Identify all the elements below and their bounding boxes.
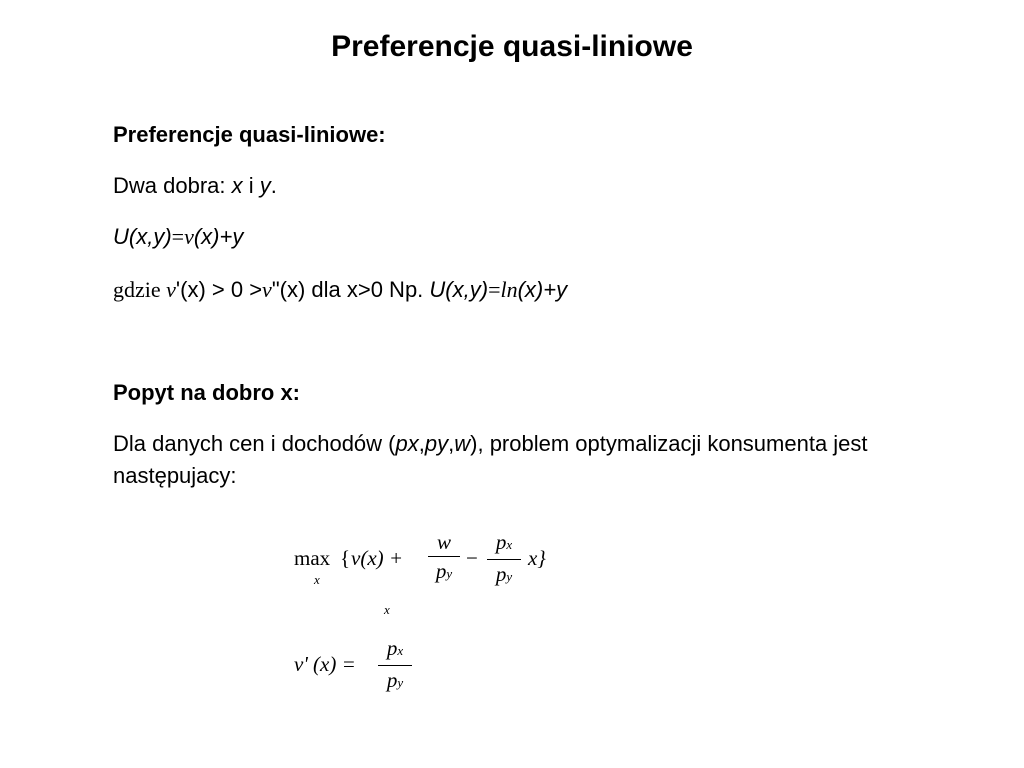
max-operator: max [294, 546, 331, 570]
condition-ln: ln [500, 277, 518, 302]
frac3-denominator: py [386, 668, 404, 692]
utility-y: y [232, 224, 244, 249]
goods-y: y [259, 173, 271, 198]
minus-sign: − [466, 546, 478, 570]
condition-v2: v [262, 277, 272, 302]
v-prime-lhs: v' (x) = [294, 652, 356, 676]
utility-U: U [113, 224, 129, 249]
condition-part2: "(x) dla x>0 Np. [271, 277, 430, 302]
param-px: px [395, 431, 419, 456]
max-subscript: x [314, 572, 320, 587]
fraction-px-over-py [487, 530, 521, 589]
frac2-bar [487, 559, 521, 560]
fraction-w-over-py [428, 530, 460, 586]
frac2-denominator: py [495, 562, 513, 586]
frac3-bar [378, 665, 412, 666]
open-brace: { [340, 546, 351, 570]
condition-y: y [556, 277, 568, 302]
utility-line [113, 224, 243, 250]
goods-line [113, 173, 277, 199]
condition-eq: = [488, 277, 501, 302]
goods-x: x [231, 173, 243, 198]
utility-v: v [184, 224, 194, 249]
param-w: w [454, 431, 471, 456]
frac1-denominator: py [435, 559, 453, 583]
frac2-numerator: px [495, 530, 513, 554]
v-of-x-term: v(x) + [351, 546, 404, 570]
para-b: ), problem optymalizacji konsumenta jest następujacy: [113, 431, 868, 488]
param-py: py [424, 431, 449, 456]
condition-lnarg: (x)+ [517, 277, 557, 302]
fraction-px-over-py-2 [378, 636, 412, 695]
section-heading-preferences: Preferencje quasi-liniowe: [113, 122, 386, 147]
goods-dot: . [270, 173, 277, 198]
below-x: x [384, 602, 390, 617]
condition-line [113, 277, 567, 303]
condition-v1: v [166, 277, 176, 302]
frac1-numerator: w [436, 530, 451, 554]
condition-args: (x,y) [445, 277, 489, 302]
condition-part1: '(x) > 0 > [175, 277, 263, 302]
condition-U: U [429, 277, 446, 302]
comma-1: , [418, 431, 425, 456]
tail-term: x} [528, 546, 546, 570]
para-a: Dla danych cen i dochodów ( [113, 431, 396, 456]
comma-2: , [448, 431, 455, 456]
frac3-numerator: px [386, 636, 404, 660]
demand-paragraph [113, 428, 903, 492]
goods-and: i [242, 173, 260, 198]
frac1-bar [428, 556, 460, 557]
goods-prefix: Dwa dobra: [113, 173, 232, 198]
utility-args: (x,y) [128, 224, 172, 249]
slide-title: Preferencje quasi-liniowe [331, 30, 693, 63]
utility-eq: = [171, 224, 185, 249]
section-heading-demand: Popyt na dobro x: [113, 380, 300, 405]
utility-vx: (x)+ [193, 224, 233, 249]
condition-gdzie: gdzie [113, 277, 167, 302]
